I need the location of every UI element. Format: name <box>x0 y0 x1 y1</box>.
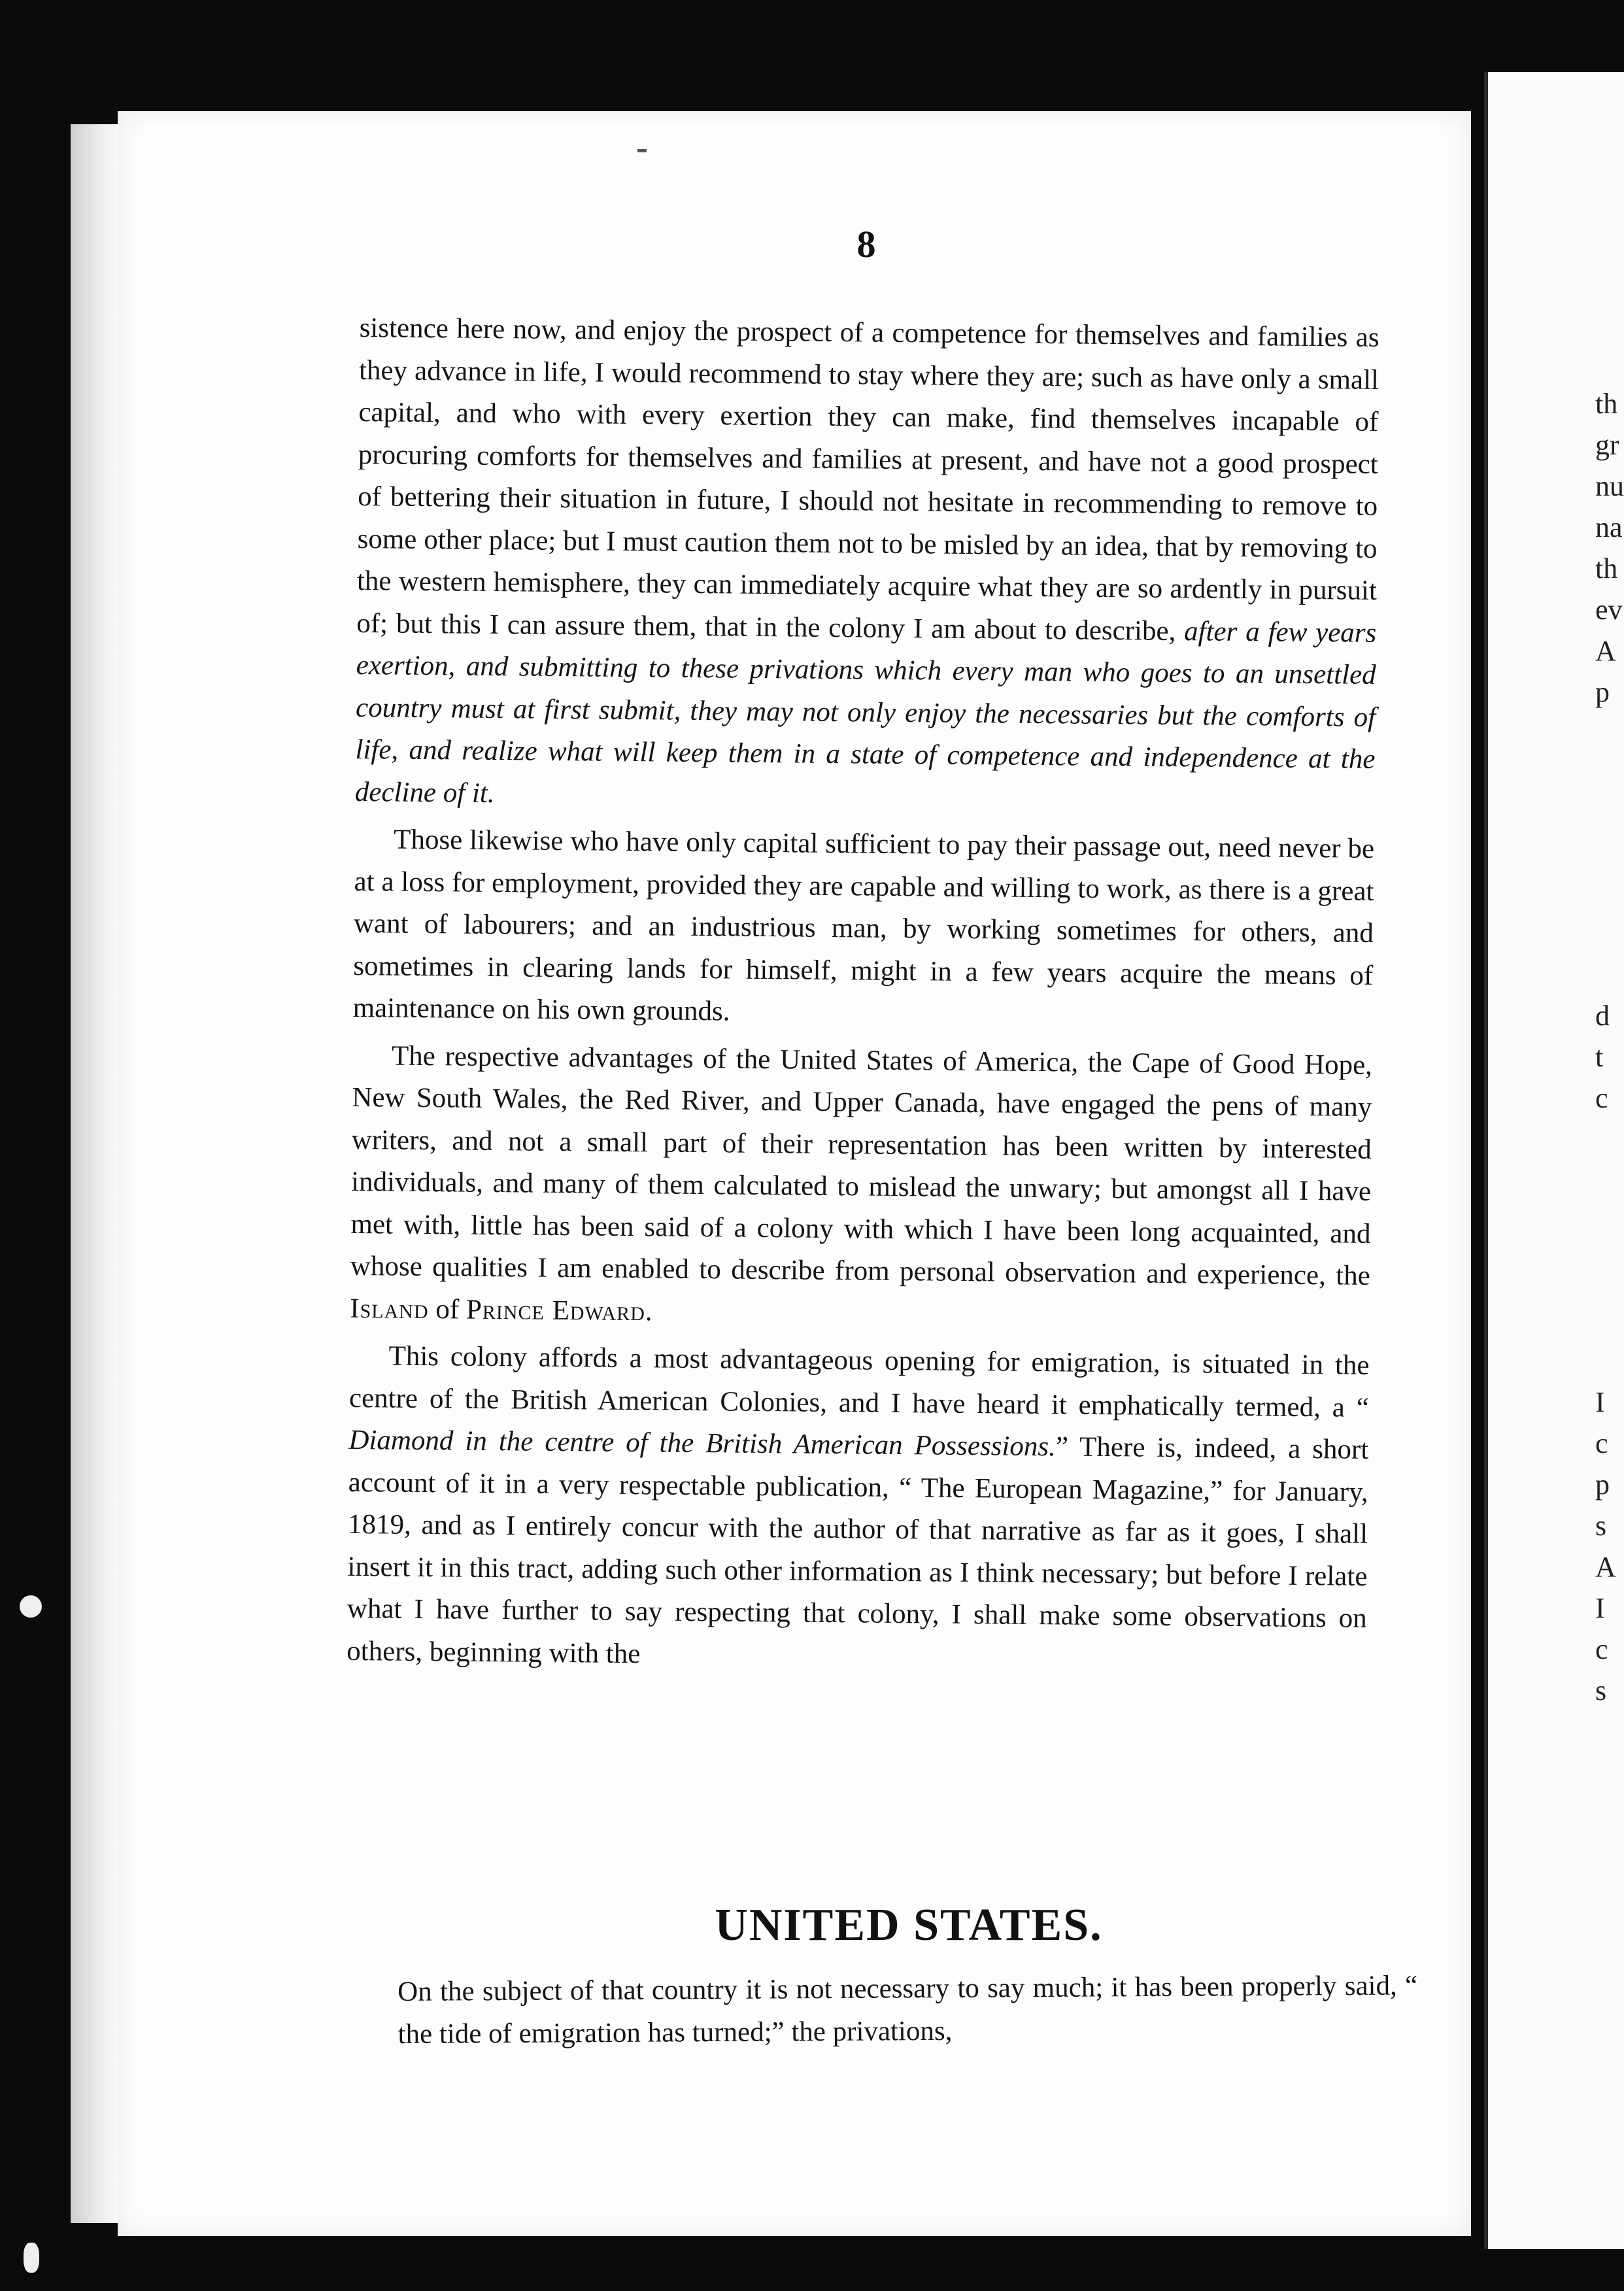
book-spine-edge <box>71 124 123 2223</box>
facing-page-fragment-lower: I c p s A I c s <box>1595 1386 1616 1706</box>
facing-page-text <box>1595 301 1624 1793</box>
facing-page-fragment-middle: d t c <box>1595 1000 1610 1114</box>
paragraph-2: Those likewise who have only capital sufficient to pay their passage out, need never be at a loss for employment, provided they are capable and willing to work, as there is a great want of labourers; and an industrious man, by working sometimes for others, and sometimes in clearing lands for himself, might in a few years acquire the means of maintenance on his own grounds. <box>352 824 1375 1027</box>
page-mark <box>637 149 647 152</box>
scan-speck <box>20 1595 42 1618</box>
paragraph-4-text-end: ” There is, indeed, a short account of it in a very respectable publication, “ The European Magazine,” for January, 1819, and as I entirely concur with the author of that narrative as far as it goes, I shall insert it in this tract, adding such other information as I think necessary; but before I relate what I have further to say respecting that colony, I shall make some observations on others, beginning with the <box>347 1431 1369 1669</box>
paragraph-3-text: The respective advantages of the United States of America, the Cape of Good Hope, New South Wales, the Red River, and Upper Canada, have engaged the pens of many writers, and not a small part of their representation has been written by interested individuals, and many of them calculated to mislead the unwary; but amongst all I have met with, little has been said of a colony with which I have been long acquainted, and whose qualities I am enabled to describe from personal observation and experience, the <box>350 1040 1373 1291</box>
section-heading: UNITED STATES. <box>715 1900 1103 1950</box>
paragraph-5: On the subject of that country it is not necessary to say much; it has been properly said, “ the tide of emigration has turned;” the privations, <box>398 1970 1418 2050</box>
body-text <box>347 307 1379 1688</box>
island-smallcaps: Island <box>350 1293 429 1325</box>
paragraph-4-text: This colony affords a most advantageous opening for emigration, is situated in the centre of the British American Colonies, and I have heard it emphatically termed, a “ <box>348 1340 1370 1423</box>
paragraph-3-end: . <box>645 1295 652 1327</box>
paragraph-3-of: of <box>428 1293 467 1325</box>
page-number: 8 <box>856 223 876 265</box>
body-text-continued <box>398 1965 1418 2056</box>
paragraph-4-italic: Diamond in the centre of the British American Possessions. <box>348 1424 1057 1463</box>
paragraph-4 <box>347 1335 1370 1682</box>
scan-speck <box>24 2243 39 2273</box>
prince-edward-smallcaps: Prince Edward <box>465 1294 646 1327</box>
paragraph-1-text: sistence here now, and enjoy the prospect of a competence for themselves and families as they advance in life, I would recommend to stay where they are; such as have only a small capital, and who with every exertion they can make, find themselves incapable of procuring comforts for themselves and families at present, and have not a good prospect of bettering their situation in future, I should not hesitate in recommending to remove to some other place; but I must caution them not to be misled by an idea, that by removing to the western hemisphere, they can immediately acquire what they are so ardently in pursuit of; but this I can assure them, that in the colony I am about to describe, <box>356 312 1379 647</box>
paragraph-1 <box>355 307 1379 823</box>
paragraph-1-italic: after a few years exertion, and submitting to these privations which every man who goes to an unsettled country must at first submit, they may not only enjoy the necessaries but the comforts of life, and realize what will keep them in a state of competence and independence at the decline of it. <box>354 615 1377 809</box>
facing-page-fragment-top: th gr nu na th ev A p <box>1595 388 1624 708</box>
paragraph-3 <box>350 1034 1372 1339</box>
